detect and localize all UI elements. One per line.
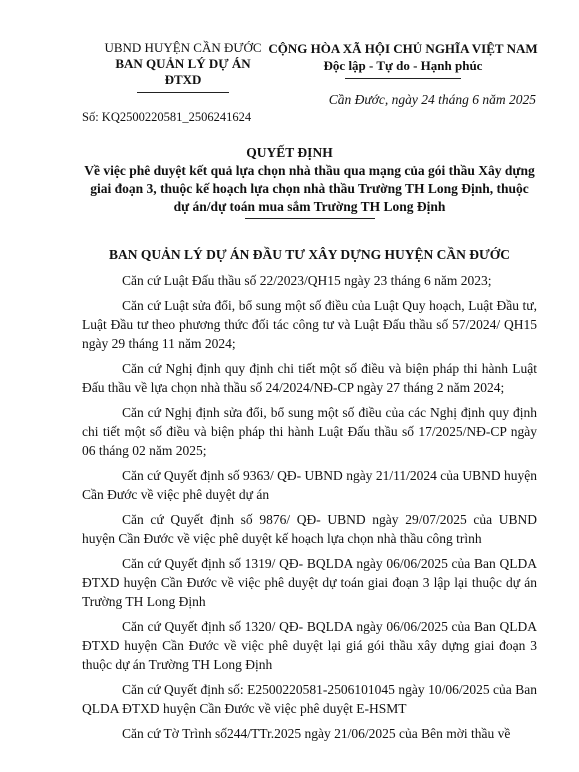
agency-parent: UBND HUYỆN CẦN ĐƯỚC: [104, 40, 262, 55]
legal-basis-paragraph: Căn cứ Quyết định số 9876/ QĐ- UBND ngày 29/07/2025 của UBND huyện Cần Đước về việc phê duyệt kế hoạch lựa chọn nhà thầu công trình: [82, 512, 537, 546]
legal-basis-paragraph: Căn cứ Quyết định số: E2500220581-2506101045 ngày 10/06/2025 của Ban QLDA ĐTXD huyện Cần Đước về việc phê duyệt E-HSMT: [82, 682, 537, 716]
legal-basis-paragraph: Căn cứ Nghị định sửa đổi, bổ sung một số điều của các Nghị định quy định chi tiết một số điều và biện pháp thi hành Luật Đấu thầu số 17/2025/NĐ-CP ngày 06 tháng 02 năm 2025;: [82, 405, 537, 458]
legal-basis-paragraph: Căn cứ Tờ Trình số244/TTr.2025 ngày 21/06/2025 của Bên mời thầu về: [122, 726, 511, 741]
legal-basis-paragraph: Căn cứ Nghị định quy định chi tiết một số điều và biện pháp thi hành Luật Đấu thầu về lựa chọn nhà thầu số 24/2024/NĐ-CP ngày 27 tháng 2 năm 2024;: [82, 361, 537, 395]
document-title: QUYẾT ĐỊNH: [246, 145, 333, 160]
agency-name-suffix: ĐTXD: [164, 72, 202, 87]
national-motto: Độc lập - Tự do - Hạnh phúc: [323, 58, 483, 73]
country-name: CỘNG HÒA XÃ HỘI CHỦ NGHĨA VIỆT NAM: [268, 41, 538, 56]
issuing-authority: BAN QUẢN LÝ DỰ ÁN ĐẦU TƯ XÂY DỰNG HUYỆN CẦN ĐƯỚC: [108, 247, 511, 262]
legal-basis-paragraph: Căn cứ Luật sửa đổi, bổ sung một số điều của Luật Quy hoạch, Luật Đầu tư, Luật Đầu tư theo phương thức đối tác công tư và Luật Đấu thầu số 57/2024/ QH15 ngày 29 tháng 11 năm 2024;: [82, 298, 537, 351]
agency-name: BAN QUẢN LÝ DỰ ÁN: [115, 56, 251, 71]
document-subject: Về việc phê duyệt kết quả lựa chọn nhà thầu qua mạng của gói thầu Xây dựng giai đoạn 3, thuộc kế hoạch lựa chọn nhà thầu Trường TH Long Định, thuộc dự án/dự toán mua sắm Trường TH Long Định: [84, 163, 535, 214]
subject-underline: [245, 218, 375, 219]
document-number: Số: KQ2500220581_2506241624: [82, 110, 252, 124]
issue-date: Cần Đước, ngày 24 tháng 6 năm 2025: [328, 92, 536, 107]
legal-basis-paragraph: Căn cứ Luật Đấu thầu số 22/2023/QH15 ngày 23 tháng 6 năm 2023;: [122, 273, 492, 288]
agency-underline: [137, 92, 229, 93]
document-subject-block: [82, 162, 537, 219]
motto-underline: [345, 78, 461, 79]
legal-basis-paragraph: Căn cứ Quyết định số 1319/ QĐ- BQLDA ngày 06/06/2025 của Ban QLDA ĐTXD huyện Cần Đước về việc phê duyệt dự toán giai đoạn 3 lập lại thuộc dự án Trường TH Long Định: [82, 556, 537, 609]
legal-basis-paragraph: Căn cứ Quyết định số 9363/ QĐ- UBND ngày 21/11/2024 của UBND huyện Cần Đước về việc phê duyệt dự án: [82, 468, 537, 502]
national-motto-block: [258, 40, 548, 79]
legal-basis-paragraph: Căn cứ Quyết định số 1320/ QĐ- BQLDA ngày 06/06/2025 của Ban QLDA ĐTXD huyện Cần Đước về việc phê duyệt lại giá gói thầu xây dựng giai đoạn 3 thuộc dự án Trường TH Long Định: [82, 619, 537, 672]
document-body: [82, 271, 537, 749]
